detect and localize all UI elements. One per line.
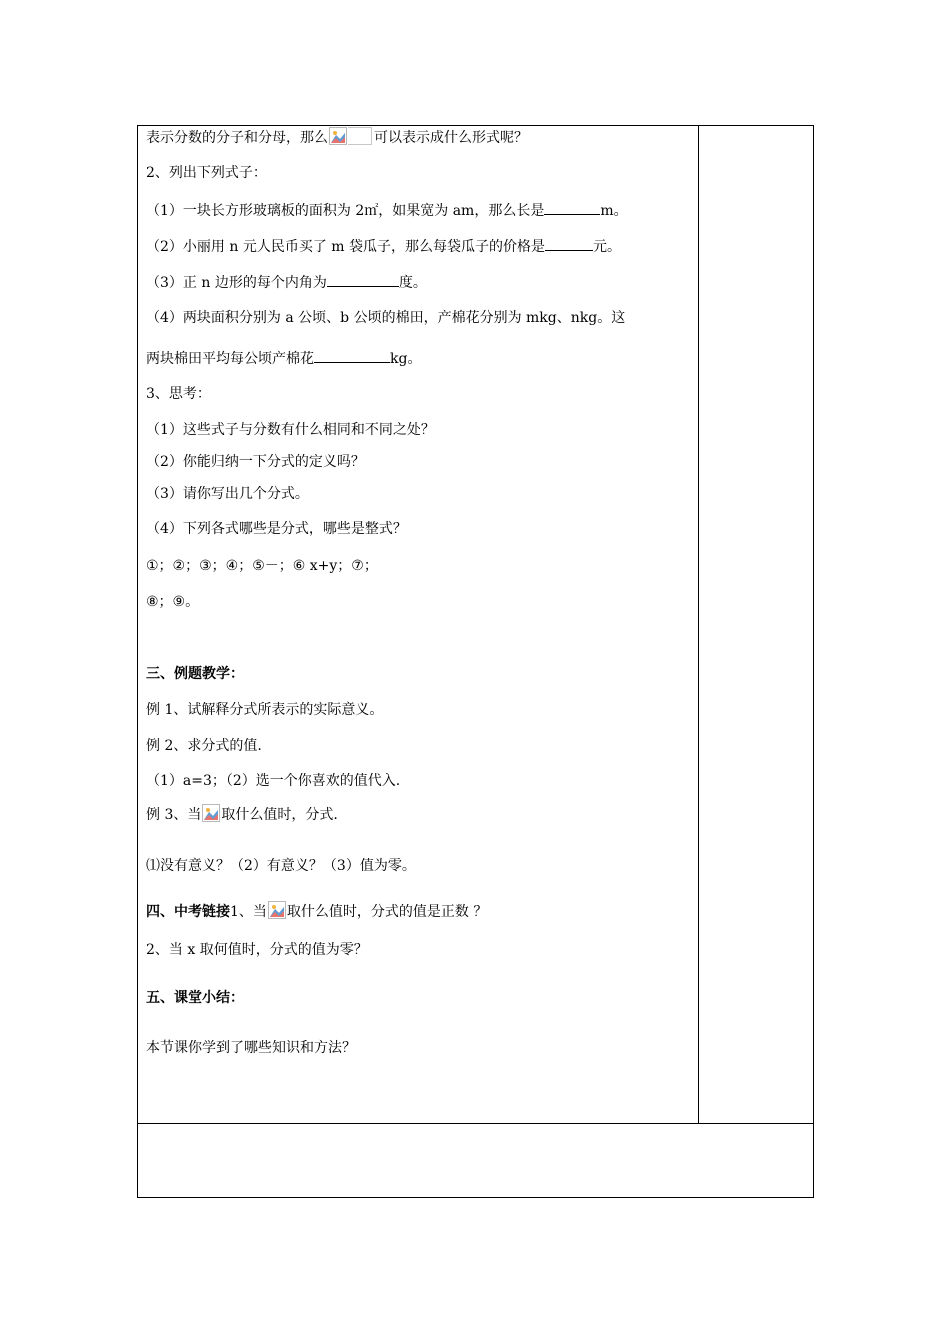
think-question-3: （3）请你写出几个分式。: [146, 486, 309, 502]
question-1-glass: （1）一块长方形玻璃板的面积为 2㎡，如果宽为 am，那么长是 m。: [146, 200, 628, 221]
question-3-polygon: （3）正 n 边形的每个内角为 度。: [146, 272, 427, 293]
answer-blank: [327, 272, 399, 287]
expression-list-1: ①；②；③；④；⑤－；⑥ x+y；⑦；: [146, 558, 378, 574]
answer-blank: [314, 348, 390, 363]
heading-summary: 五、课堂小结：: [146, 990, 244, 1006]
example-2: 例 2、求分式的值.: [146, 738, 262, 754]
example-3-parts: ⑴没有意义？（2）有意义？（3）值为零。: [146, 858, 416, 874]
answer-blank: [545, 236, 593, 251]
question-4-cotton-cont: 两块棉田平均每公顷产棉花 kg。: [146, 348, 421, 369]
broken-image-icon: [268, 901, 286, 919]
broken-image-icon: [329, 127, 347, 145]
think-question-4: （4）下列各式哪些是分式，哪些是整式？: [146, 521, 407, 537]
heading-examples: 三、例题教学：: [146, 666, 244, 682]
heading-exam-link: 四、中考链接: [146, 904, 230, 920]
text-line-fraction-form: 表示分数的分子和分母，那么 可以表示成什么形式呢？: [146, 127, 528, 148]
bottom-reflection-cell: [137, 1123, 814, 1198]
section-think: 3、思考：: [146, 386, 211, 402]
summary-question: 本节课你学到了哪些知识和方法？: [146, 1040, 356, 1056]
think-question-2: （2）你能归纳一下分式的定义吗？: [146, 454, 365, 470]
answer-blank: [544, 200, 600, 215]
broken-image-icon: [202, 804, 220, 822]
exam-question-2: 2、当 x 取何值时，分式的值为零？: [146, 942, 368, 958]
image-placeholder-box: [348, 127, 372, 145]
example-1: 例 1、试解释分式所表示的实际意义。: [146, 702, 384, 718]
side-notes-cell: [698, 125, 814, 1124]
example-2-parts: （1）a=3；（2）选一个你喜欢的值代入.: [146, 773, 401, 789]
section-list-expressions: 2、列出下列式子：: [146, 165, 267, 181]
expression-list-2: ⑧；⑨。: [146, 594, 200, 610]
exam-link: 四、中考链接1、当 取什么值时，分式的值是正数 ？: [146, 901, 487, 922]
question-4-cotton: （4）两块面积分别为 a 公顷、b 公顷的棉田，产棉花分别为 mkg、nkg。这: [146, 310, 626, 326]
think-question-1: （1）这些式子与分数有什么相同和不同之处？: [146, 422, 435, 438]
example-3: 例 3、当 取什么值时，分式.: [146, 804, 338, 825]
question-2-seeds: （2）小丽用 n 元人民币买了 m 袋瓜子，那么每袋瓜子的价格是 元。: [146, 236, 621, 257]
